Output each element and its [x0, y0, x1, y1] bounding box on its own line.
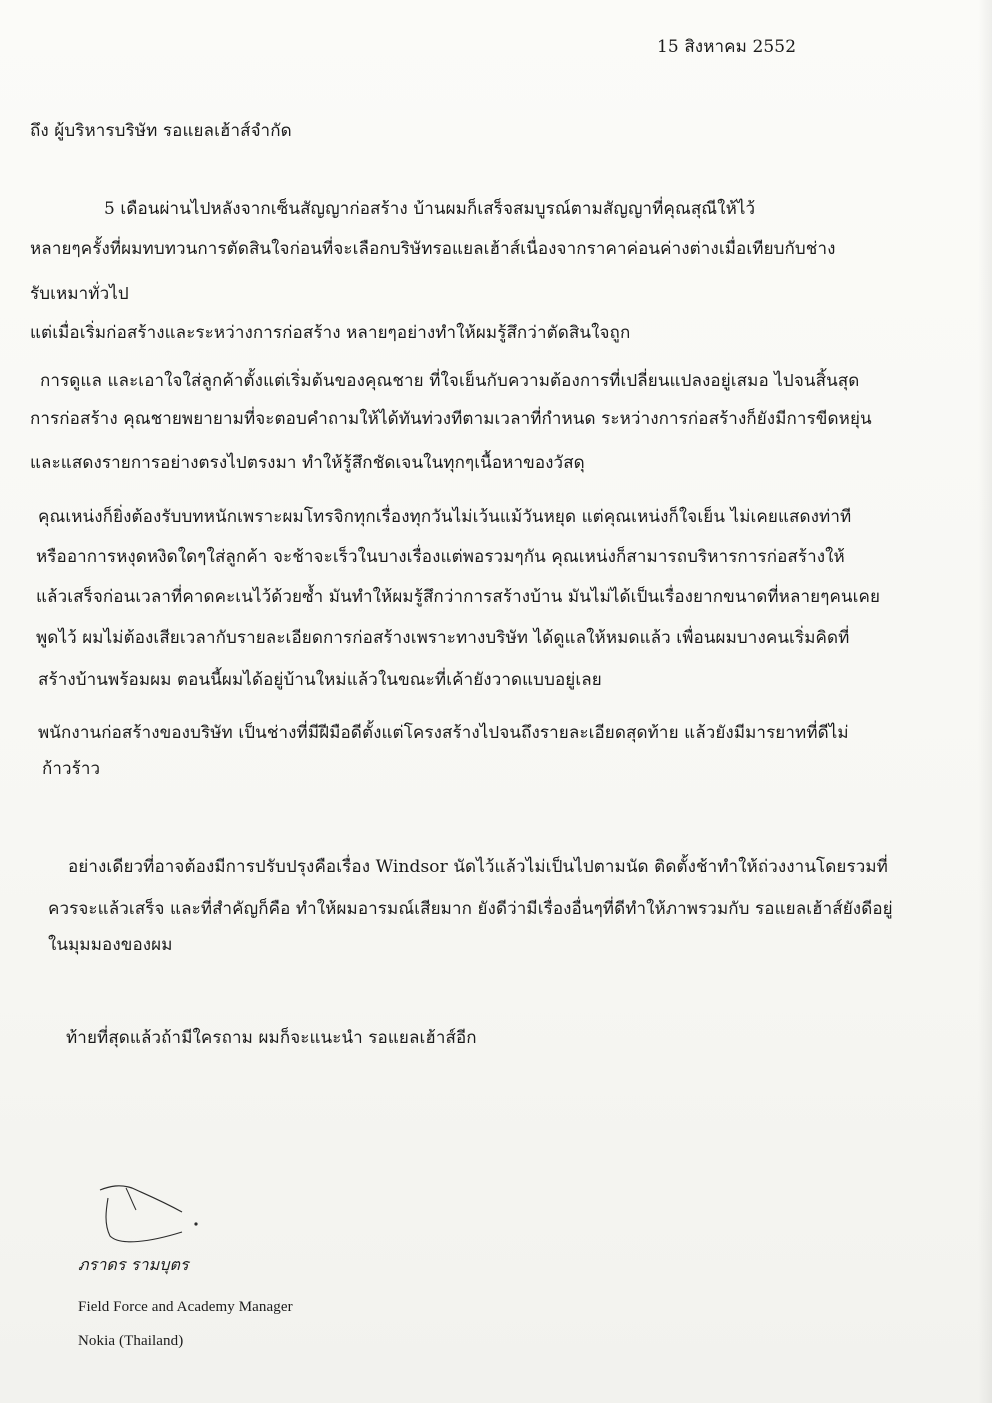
letter-date: 15 สิงหาคม 2552: [657, 37, 797, 57]
paragraph-3-line-4: พูดไว้ ผมไม่ต้องเสียเวลากับรายละเอียดการก่อสร้างเพราะทางบริษัท ได้ดูแลให้หมดแล้ว เพื่อนผมบางคนเริ่มคิดที่: [36, 628, 850, 648]
paragraph-4-line-2: ก้าวร้าว: [42, 759, 101, 779]
paragraph-5-line-1: อย่างเดียวที่อาจต้องมีการปรับปรุงคือเรื่อง Windsor นัดไว้แล้วไม่เป็นไปตามนัด ติดตั้งช้าทำให้ถ่วงงานโดยรวมที่: [68, 857, 888, 877]
paragraph-5-line-2: ควรจะแล้วเสร็จ และที่สำคัญก็คือ ทำให้ผมอารมณ์เสียมาก ยังดีว่ามีเรื่องอื่นๆที่ดีทำให้ภาพรวมกับ รอแยลเฮ้าส์ยังดีอยู่: [48, 899, 893, 919]
paragraph-1-line-2: หลายๆครั้งที่ผมทบทวนการตัดสินใจก่อนที่จะเลือกบริษัทรอแยลเฮ้าส์เนื่องจากราคาค่อนค่างต่างเมื่อเทียบกับช่าง: [30, 239, 836, 259]
paragraph-1-line-4: แต่เมื่อเริ่มก่อสร้างและระหว่างการก่อสร้าง หลายๆอย่างทำให้ผมรู้สึกว่าตัดสินใจถูก: [30, 323, 631, 343]
paragraph-2-line-1: การดูแล และเอาใจใส่ลูกค้าตั้งแต่เริ่มต้นของคุณชาย ที่ใจเย็นกับความต้องการที่เปลี่ยนแปลงอยู่เสมอ ไปจนสิ้นสุด: [40, 371, 860, 391]
signer-title: Field Force and Academy Manager: [78, 1299, 293, 1315]
paragraph-3-line-5: สร้างบ้านพร้อมผม ตอนนี้ผมได้อยู่บ้านใหม่แล้วในขณะที่เค้ายังวาดแบบอยู่เลย: [38, 670, 602, 690]
paragraph-3-line-2: หรืออาการหงุดหงิดใดๆใส่ลูกค้า จะช้าจะเร็วในบางเรื่องแต่พอรวมๆกัน คุณเหน่งก็สามารถบริหารการก่อสร้างให้: [36, 547, 845, 567]
signer-company: Nokia (Thailand): [78, 1333, 184, 1349]
paragraph-4-line-1: พนักงานก่อสร้างของบริษัท เป็นช่างที่มีฝีมือดีตั้งแต่โครงสร้างไปจนถึงรายละเอียดสุดท้าย แล้วยังมีมารยาทที่ดีไม่: [38, 723, 849, 743]
closing-line: ท้ายที่สุดแล้วถ้ามีใครถาม ผมก็จะแนะนำ รอแยลเฮ้าส์อีก: [66, 1028, 477, 1048]
paragraph-2-line-3: และแสดงรายการอย่างตรงไปตรงมา ทำให้รู้สึกชัดเจนในทุกๆเนื้อหาของวัสดุ: [30, 453, 585, 473]
paragraph-5-line-3: ในมุมมองของผม: [48, 935, 173, 955]
paragraph-2-line-2: การก่อสร้าง คุณชายพยายามที่จะตอบคำถามให้ได้ทันท่วงทีตามเวลาที่กำหนด ระหว่างการก่อสร้างก็ยังมีการขีดหยุ่น: [30, 409, 872, 429]
paragraph-3-line-3: แล้วเสร็จก่อนเวลาที่คาดคะเนไว้ด้วยซ้ำ มันทำให้ผมรู้สึกว่าการสร้างบ้าน มันไม่ได้เป็นเรื่องยากขนาดที่หลายๆคนเคย: [36, 587, 881, 607]
handwritten-signature: [90, 1180, 210, 1250]
letter-salutation: ถึง ผู้บริหารบริษัท รอแยลเฮ้าส์จำกัด: [30, 121, 292, 141]
scan-edge-shadow: [978, 0, 992, 1403]
paragraph-1-line-1: 5 เดือนผ่านไปหลังจากเซ็นสัญญาก่อสร้าง บ้านผมก็เสร็จสมบูรณ์ตามสัญญาที่คุณสุณีให้ไว้: [104, 199, 756, 219]
signer-name: ภราดร รามบุตร: [78, 1255, 189, 1274]
paragraph-1-line-3: รับเหมาทั่วไป: [30, 284, 129, 304]
paragraph-3-line-1: คุณเหน่งก็ยิ่งต้องรับบทหนักเพราะผมโทรจิกทุกเรื่องทุกวันไม่เว้นแม้วันหยุด แต่คุณเหน่งก็ใจเย็น ไม่เคยแสดงท่าที: [38, 507, 852, 527]
